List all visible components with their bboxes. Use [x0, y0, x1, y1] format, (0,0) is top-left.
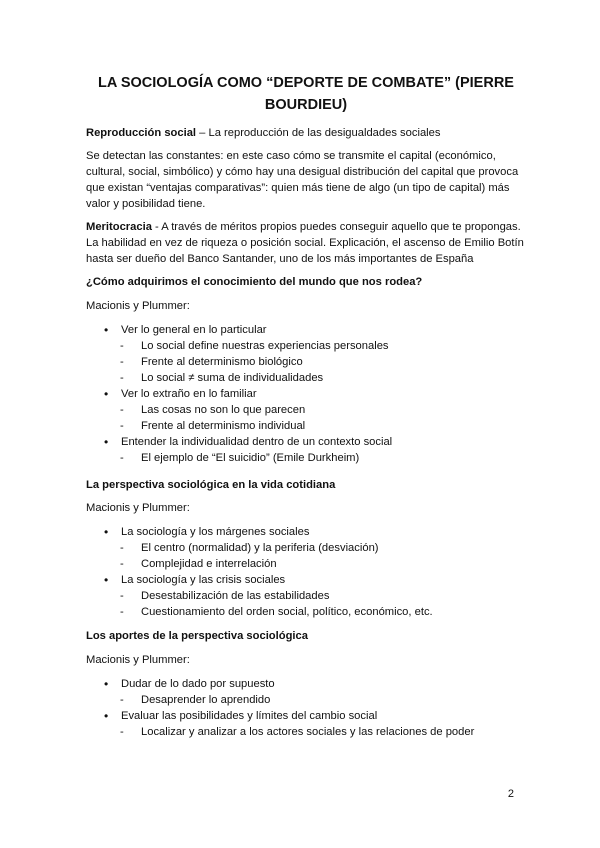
sub-list-item: - El ejemplo de “El suicidio” (Emile Durkheim) [86, 450, 526, 466]
meritocracia-term: Meritocracia [86, 221, 152, 233]
section1-author: Macionis y Plummer: [86, 300, 190, 312]
section2-list [86, 524, 526, 620]
section3-author: Macionis y Plummer: [86, 654, 190, 666]
list-item: • Ver lo general en lo particular [86, 322, 526, 338]
list-item: • Evaluar las posibilidades y límites del cambio social [86, 708, 526, 724]
section2-heading: La perspectiva sociológica en la vida cotidiana [86, 479, 336, 491]
section3-heading: Los aportes de la perspectiva sociológica [86, 630, 308, 642]
reproduccion-term: Reproducción social [86, 127, 197, 139]
section1-list [86, 322, 526, 466]
constantes-paragraph: Se detectan las constantes: en este caso cómo se transmite el capital (económico, cultural, social, simbólico) y cómo hay una desigual distribución del capital que provoca que existan “ventajas comparativas”: quien más tiene de algo (un tipo de capital) más valor y posibilidad tiene. [86, 150, 519, 210]
page-title: LA SOCIOLOGÍA COMO “DEPORTE DE COMBATE” (PIERRE BOURDIEU) [98, 75, 514, 113]
sub-list-item: - Localizar y analizar a los actores sociales y las relaciones de poder [86, 724, 526, 740]
sub-list-item: - Complejidad e interrelación [86, 556, 526, 572]
sub-list-item: - Lo social define nuestras experiencias personales [86, 338, 526, 354]
sub-list-item: - Frente al determinismo individual [86, 418, 526, 434]
reproduccion-paragraph [86, 125, 526, 141]
reproduccion-text: – La reproducción de las desigualdades sociales [196, 127, 441, 139]
section1-heading: ¿Cómo adquirimos el conocimiento del mundo que nos rodea? [86, 276, 423, 288]
list-item: • La sociología y las crisis sociales [86, 572, 526, 588]
sub-list-item: - Desestabilización de las estabilidades [86, 588, 526, 604]
list-item: • Entender la individualidad dentro de un contexto social [86, 434, 526, 450]
meritocracia-paragraph [86, 219, 526, 267]
page-number: 2 [507, 788, 514, 800]
section2-author: Macionis y Plummer: [86, 502, 190, 514]
sub-list-item: - Las cosas no son lo que parecen [86, 402, 526, 418]
meritocracia-text: - A través de méritos propios puedes conseguir aquello que te propongas. La habilidad en vez de riqueza o posición social. Explicación, el ascenso de Emilio Botín hasta ser dueño del Banco Santander, uno de los más importantes de España [86, 221, 524, 265]
sub-list-item: - Lo social ≠ suma de individualidades [86, 370, 526, 386]
list-item: • La sociología y los márgenes sociales [86, 524, 526, 540]
sub-list-item: - Frente al determinismo biológico [86, 354, 526, 370]
sub-list-item: - Desaprender lo aprendido [86, 692, 526, 708]
sub-list-item: - Cuestionamiento del orden social, político, económico, etc. [86, 604, 526, 620]
sub-list-item: - El centro (normalidad) y la periferia (desviación) [86, 540, 526, 556]
section3-list [86, 676, 526, 740]
list-item: • Ver lo extraño en lo familiar [86, 386, 526, 402]
list-item: • Dudar de lo dado por supuesto [86, 676, 526, 692]
